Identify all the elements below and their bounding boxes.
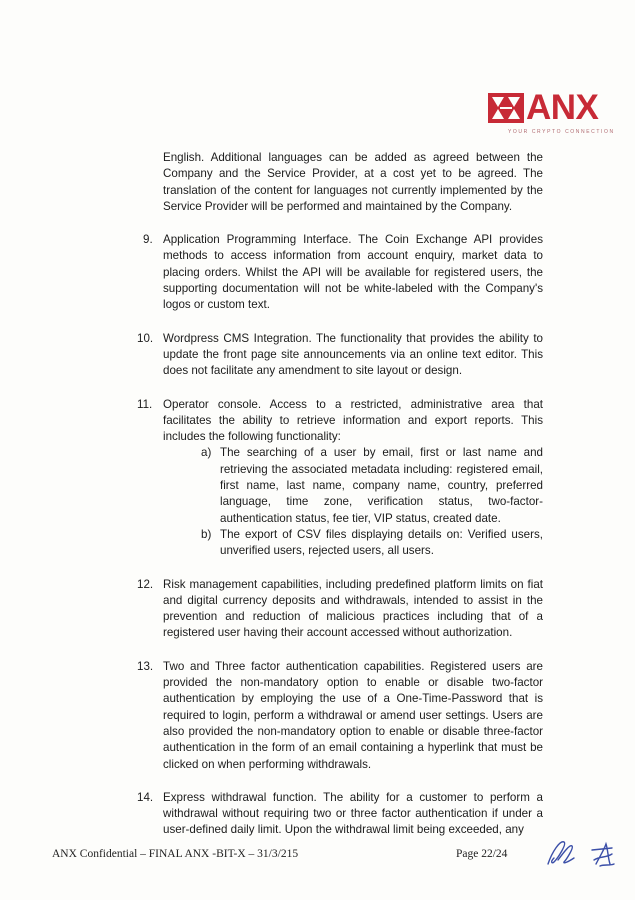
list-item-9: [143, 232, 543, 313]
item-number: 13.: [137, 659, 154, 673]
item-number: 10.: [137, 331, 154, 345]
item-text: Two and Three factor authentication capabilities. Registered users are provided the non-mandatory option to enable or disable two-factor authentication by employing the use of a One-Time-Password that is required to login, perform a withdrawal or amend user settings. Users are also provided the non-mandatory option to enable or disable three-factor authentication in the form of an email containing a hyperlink that must be clicked on when performing withdrawals.: [163, 659, 543, 771]
logo-tagline: YOUR CRYPTO CONNECTION: [508, 129, 615, 135]
logo-wordmark: ANX: [526, 88, 599, 127]
sub-item-a: [163, 445, 543, 526]
footer-confidential: ANX Confidential – FINAL ANX -BIT-X – 31/3/215: [52, 848, 299, 860]
list-item-13: [137, 659, 543, 773]
sub-item-b: [163, 527, 543, 560]
list-item-12: [137, 577, 543, 642]
item-number: 9.: [143, 233, 153, 247]
item-text: Wordpress CMS Integration. The functionality that provides the ability to update the front page site announcements via an online text editor. This does not facilitate any amendment to site layout or design.: [163, 331, 543, 378]
item-number: 14.: [137, 790, 154, 804]
list-item-11: [137, 397, 543, 560]
document-body: [137, 150, 543, 856]
item-text: Operator console. Access to a restricted, administrative area that facilitates the ability to retrieve information and export reports. This includes the following functionality:: [163, 397, 543, 444]
item-number: 11.: [137, 397, 153, 411]
list-item-10: [137, 331, 543, 380]
list-item-14: [137, 790, 543, 839]
item-text: Express withdrawal function. The ability for a customer to perform a withdrawal without requiring two or three factor authentication if under a user-defined daily limit. Upon the withdrawal limit being exceeded, any: [163, 790, 543, 837]
sub-item-text: The searching of a user by email, first or last name and retrieving the associated metadata including: registered email, first name, last name, company name, country, preferred language, time zone, verification status, two-factor-authentication status, fee tier, VIP status, created date.: [220, 446, 543, 525]
item-number: 12.: [137, 577, 154, 591]
handwritten-initials: [540, 830, 620, 875]
item-text: Risk management capabilities, including predefined platform limits on fiat and digital currency deposits and withdrawals, intended to assist in the prevention and reduction of malicious practices including that of a registered user having their account accessed without authorization.: [163, 577, 543, 640]
anx-logo-mark-icon: [488, 93, 524, 123]
continued-paragraph: English. Additional languages can be added as agreed between the Company and the Service Provider, at a cost yet to be agreed. The translation of the content for languages not currently implemented by the Service Provider will be performed and maintained by the Company.: [163, 151, 543, 213]
sub-item-letter: b): [201, 527, 212, 541]
item-text: Application Programming Interface. The Coin Exchange API provides methods to access information from account enquiry, market data to placing orders. Whilst the API will be available for registered users, the supporting documentation will not be white-labeled with the Company's logos or custom text.: [163, 233, 543, 312]
sub-item-letter: a): [201, 446, 212, 460]
sub-item-text: The export of CSV files displaying details on: Verified users, unverified users, rejected users, all users.: [220, 527, 543, 558]
company-logo: [488, 88, 613, 140]
footer-page-number: Page 22/24: [456, 848, 508, 860]
